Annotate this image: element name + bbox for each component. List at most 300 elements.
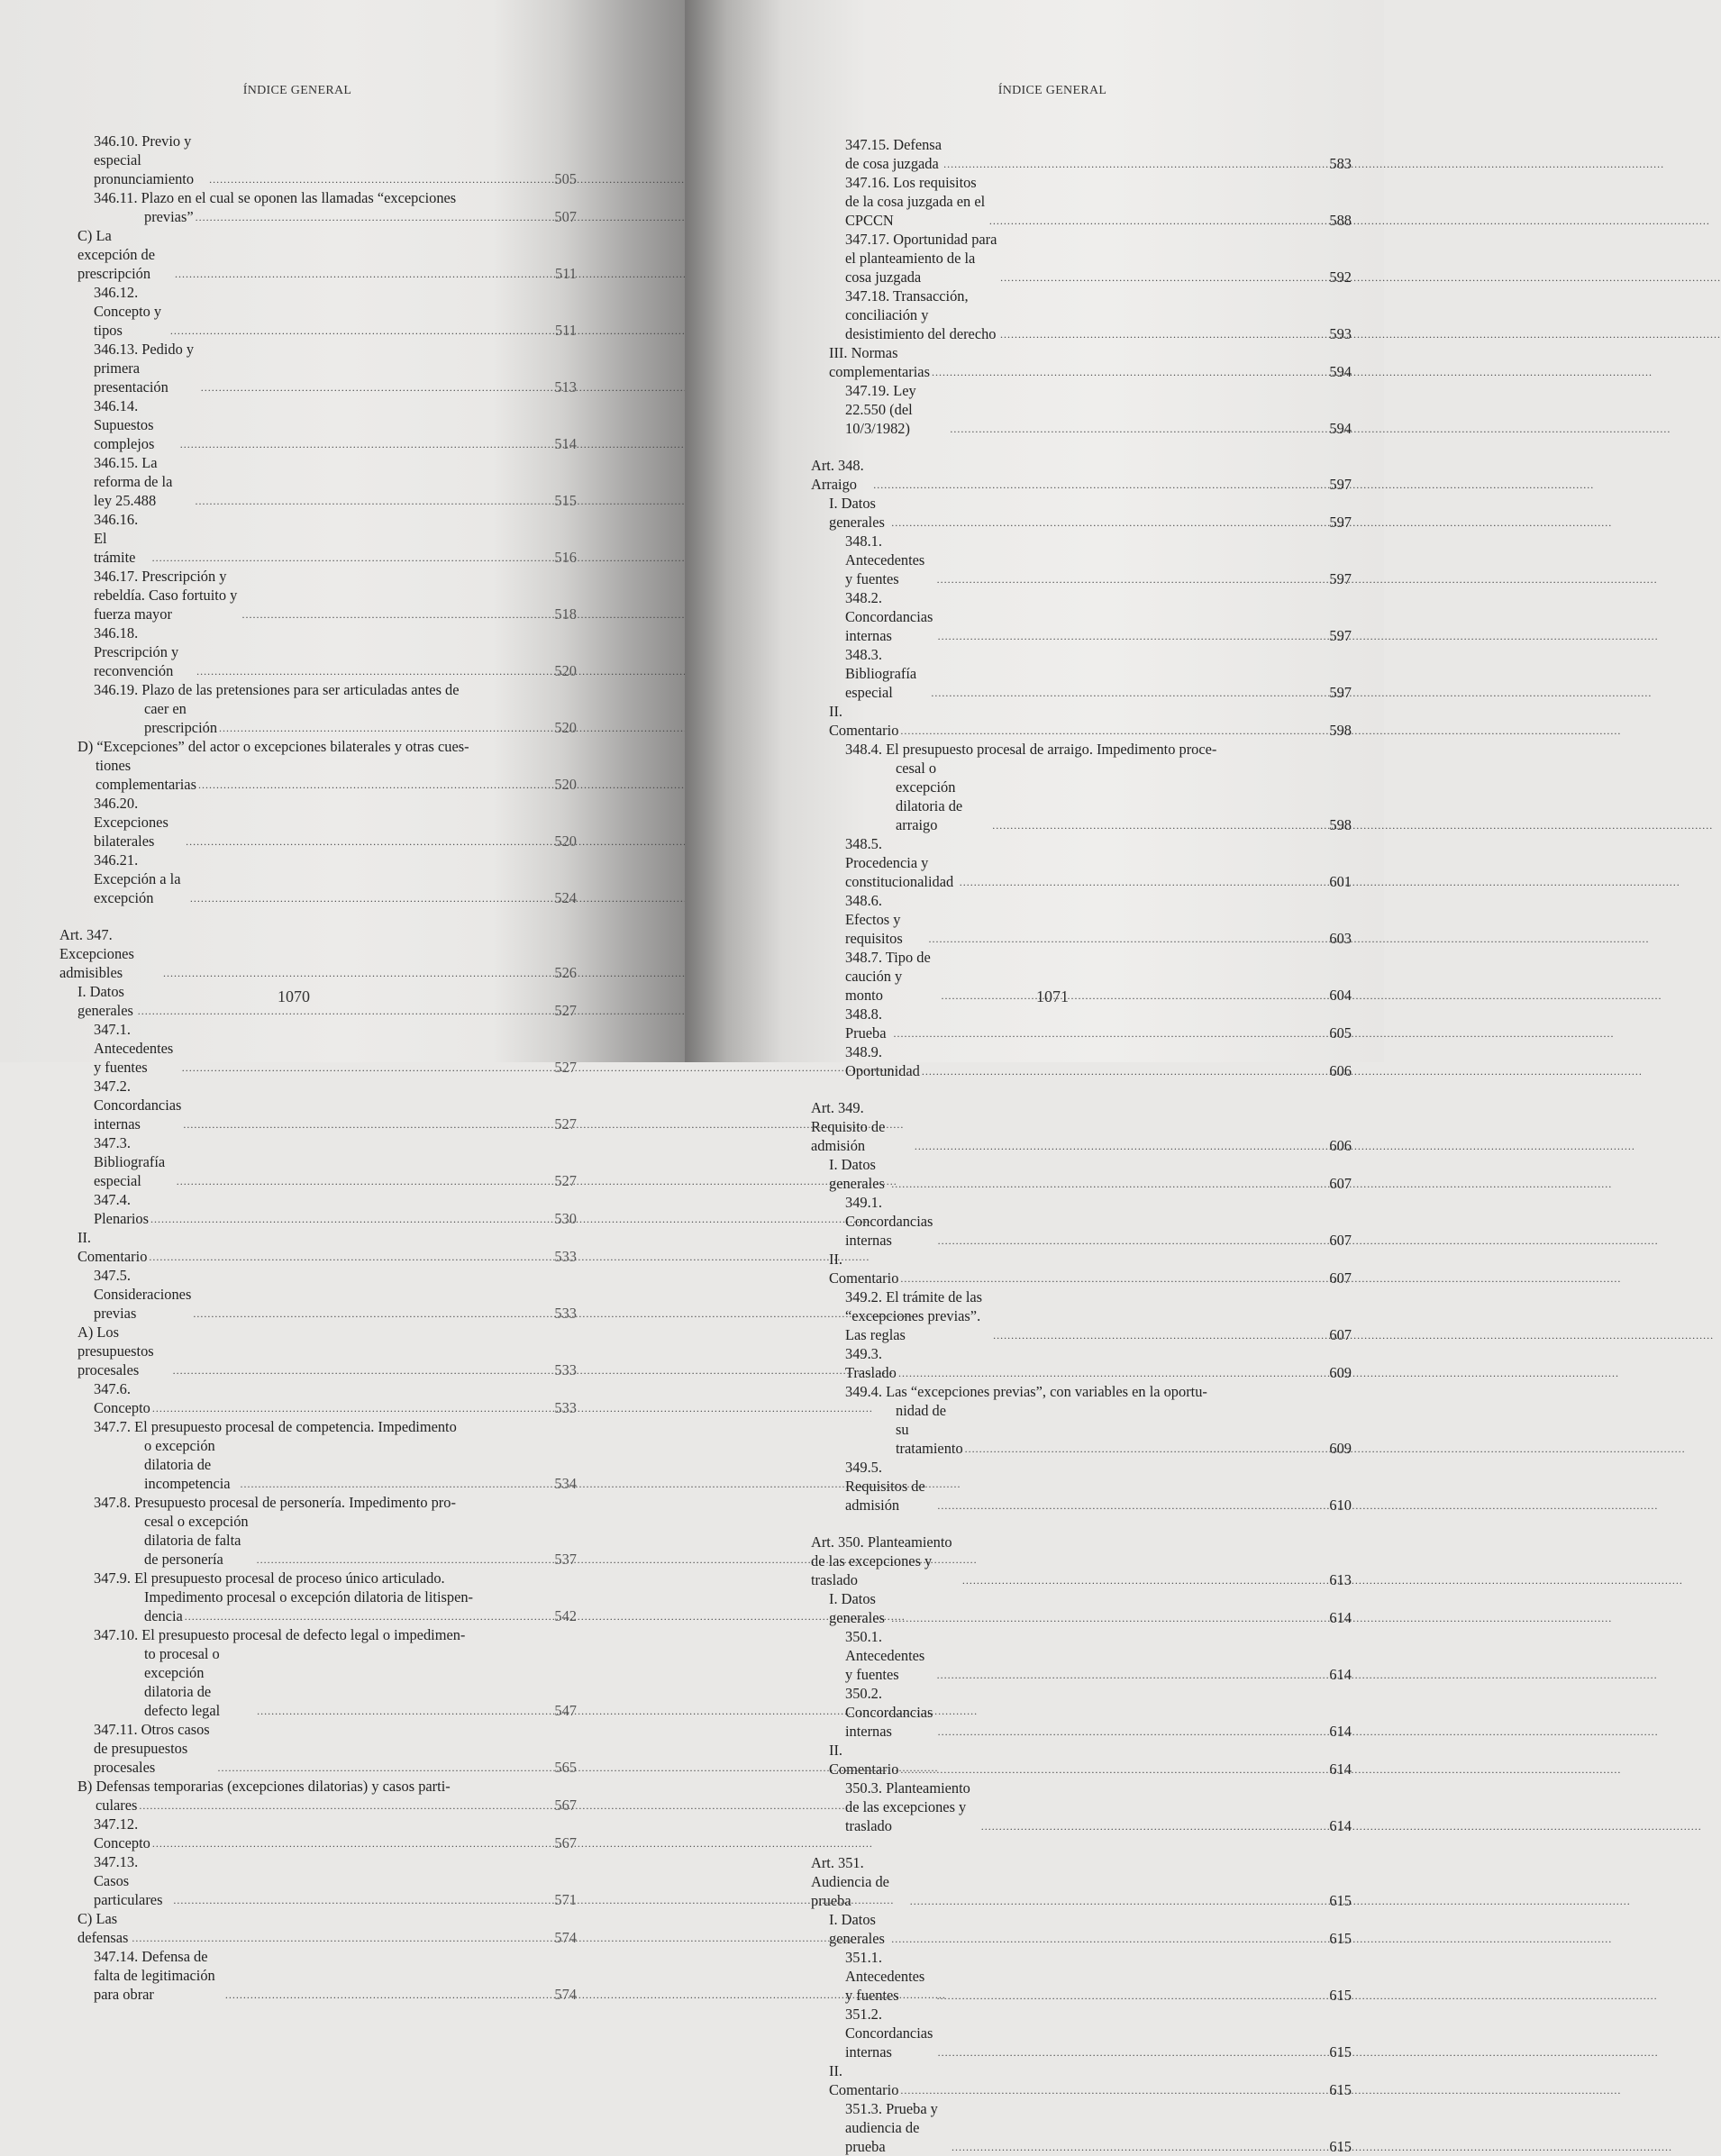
toc-entry-title: 346.15. La reforma de la ley 25.488	[94, 454, 173, 509]
toc-entry-title: 346.19. Plazo de las pretensiones para ser articuladas antes de	[94, 681, 460, 698]
toc-entry	[811, 1853, 1352, 1910]
toc-entry-page: 533	[554, 1248, 577, 1265]
toc-entry-title: 348.7. Tipo de caución y monto	[845, 949, 931, 1004]
toc-entry-page: 571	[554, 1891, 577, 1908]
dot-leader	[193, 1308, 533, 1319]
toc-entry-title: C) La excepción de prescripción	[77, 227, 156, 282]
toc-entry	[811, 2005, 1352, 2061]
dot-leader	[938, 1726, 1303, 1737]
toc-entry-page: 527	[554, 1002, 577, 1019]
toc-entry	[59, 1133, 577, 1190]
dot-leader	[937, 1669, 1303, 1680]
toc-entry-page: 567	[554, 1834, 577, 1851]
dot-leader	[201, 382, 533, 393]
toc-entry-page: 542	[554, 1607, 577, 1624]
toc-entry-title: 346.17. Prescripción y rebeldía. Caso fortuito y fuerza mayor	[94, 568, 238, 623]
toc-entry-title: 346.18. Prescripción y reconvención	[94, 624, 179, 679]
dot-leader	[209, 174, 533, 185]
toc-entry-page: 514	[554, 435, 577, 452]
toc-entry-title: 348.8. Prueba	[845, 1005, 887, 1042]
toc-entry	[59, 188, 577, 226]
dot-leader	[937, 1500, 1303, 1511]
toc-entry	[59, 982, 577, 1020]
toc-entry	[811, 740, 1352, 834]
toc-entry-page: 606	[1329, 1062, 1352, 1079]
left-page	[0, 0, 685, 2003]
toc-entry	[811, 494, 1352, 532]
toc-entry-title: to procesal o excepción dilatoria de defecto legal	[144, 1645, 221, 1719]
toc-entry	[811, 2099, 1352, 2156]
dot-leader	[950, 423, 1303, 434]
toc-entry	[811, 1627, 1352, 1684]
toc-list	[811, 135, 1352, 2156]
toc-entry-page: 603	[1329, 930, 1352, 947]
dot-leader	[929, 933, 1303, 944]
dot-leader	[932, 367, 1303, 378]
toc-entry	[811, 891, 1352, 948]
toc-entry	[59, 680, 577, 737]
dot-leader	[180, 439, 533, 450]
toc-entry-page: 610	[1329, 1496, 1352, 1514]
toc-entry-title: D) “Excepciones” del actor o excepciones bilaterales y otras cues-	[77, 738, 469, 755]
toc-entry	[811, 456, 1352, 494]
dot-leader	[132, 1933, 533, 1943]
toc-entry	[811, 645, 1352, 702]
dot-leader	[219, 723, 533, 733]
toc-entry-title: 347.7. El presupuesto procesal de competencia. Impedimento	[94, 1418, 457, 1435]
toc-entry-title: 347.13. Casos particulares	[94, 1853, 163, 1908]
toc-entry	[59, 1947, 577, 2004]
dot-leader	[152, 1838, 533, 1849]
toc-entry-title: 349.3. Traslado	[845, 1345, 897, 1381]
toc-entry-page: 604	[1329, 987, 1352, 1004]
toc-entry-page: 515	[554, 492, 577, 509]
toc-entry-title: 347.15. Defensa de cosa juzgada	[845, 136, 942, 172]
toc-entry-page: 607	[1329, 1269, 1352, 1287]
toc-entry-page: 574	[554, 1986, 577, 2003]
toc-entry-title: 348.4. El presupuesto procesal de arraigo. Impedimento proce-	[845, 741, 1217, 758]
toc-entry-page: 615	[1329, 2138, 1352, 2155]
toc-entry	[59, 1625, 577, 1720]
toc-entry	[59, 1077, 577, 1133]
toc-entry-page: 520	[554, 662, 577, 679]
toc-entry	[811, 1910, 1352, 1948]
toc-entry	[59, 794, 577, 851]
toc-entry	[59, 1323, 577, 1379]
toc-entry-page: 592	[1329, 268, 1352, 286]
toc-entry	[59, 132, 577, 188]
toc-entry-title: 347.2. Concordancias internas	[94, 1078, 182, 1133]
toc-entry-page: 533	[554, 1305, 577, 1322]
toc-entry	[811, 343, 1352, 381]
toc-entry	[811, 1684, 1352, 1741]
dot-leader	[922, 1066, 1303, 1077]
toc-entry-title: I. Datos generales	[829, 495, 885, 531]
dot-leader	[938, 1235, 1303, 1246]
dot-leader	[183, 1119, 533, 1130]
toc-entry-title: 350.1. Antecedentes y fuentes	[845, 1628, 925, 1683]
toc-entry-page: 614	[1329, 1666, 1352, 1683]
toc-entry-title: C) Las defensas	[77, 1910, 129, 1946]
toc-entry-title: III. Normas complementarias	[829, 344, 930, 380]
toc-entry-title: 349.5. Requisitos de admisión	[845, 1459, 925, 1514]
toc-entry-page: 605	[1329, 1024, 1352, 1042]
toc-entry-page: 598	[1329, 816, 1352, 833]
toc-entry-page: 520	[554, 719, 577, 736]
toc-entry	[811, 1042, 1352, 1080]
toc-entry-title: 347.11. Otros casos de presupuestos procesales	[94, 1721, 210, 1776]
dot-leader	[196, 212, 533, 223]
dot-leader	[962, 1575, 1303, 1586]
toc-entry-page: 614	[1329, 1723, 1352, 1740]
dot-leader	[198, 779, 533, 790]
toc-entry-title: 349.2. El trámite de las “excepciones previas”. Las reglas	[845, 1288, 983, 1343]
dot-leader	[965, 1443, 1303, 1454]
toc-entry-page: 511	[555, 322, 577, 339]
toc-entry-page: 520	[554, 832, 577, 850]
toc-entry-title: 347.18. Transacción, conciliación y desistimiento del derecho	[845, 287, 997, 342]
dot-leader	[900, 2085, 1303, 2096]
toc-entry-page: 511	[555, 265, 577, 282]
toc-entry-page: 594	[1329, 420, 1352, 437]
dot-leader	[891, 517, 1303, 528]
toc-entry-title: 346.10. Previo y especial pronunciamiento	[94, 132, 195, 187]
toc-entry-page: 609	[1329, 1440, 1352, 1457]
toc-entry-title: 346.12. Concepto y tipos	[94, 284, 162, 339]
toc-entry	[59, 623, 577, 680]
toc-entry-page: 533	[554, 1361, 577, 1378]
dot-leader	[891, 1933, 1303, 1944]
toc-entry-page: 598	[1329, 722, 1352, 739]
toc-entry-page: 527	[554, 1115, 577, 1133]
toc-entry-title: Art. 351. Audiencia de prueba	[811, 1854, 889, 1909]
dot-leader	[138, 1005, 533, 1016]
toc-entry-title: Art. 350. Planteamiento de las excepciones y traslado	[811, 1533, 952, 1588]
toc-entry-page: 520	[554, 776, 577, 793]
dot-leader	[1000, 329, 1303, 340]
toc-entry-title: cesal o excepción dilatoria de arraigo	[896, 760, 963, 833]
toc-entry-page: 597	[1329, 514, 1352, 531]
toc-entry	[59, 1379, 577, 1417]
toc-entry-title: 348.9. Oportunidad	[845, 1043, 920, 1079]
toc-entry-title: 346.21. Excepción a la excepción	[94, 851, 181, 906]
toc-entry-page: 615	[1329, 1930, 1352, 1947]
toc-entry-title: 348.5. Procedencia y constitucionalidad	[845, 835, 954, 890]
toc-entry	[811, 1778, 1352, 1835]
toc-entry-title: previas”	[144, 208, 194, 225]
toc-entry-page: 609	[1329, 1364, 1352, 1381]
toc-entry-title: II. Comentario	[829, 2062, 899, 2098]
dot-leader	[943, 159, 1303, 169]
toc-entry-title: 351.3. Prueba y audiencia de prueba	[845, 2100, 938, 2155]
toc-entry-title: 346.13. Pedido y primera presentación	[94, 341, 195, 396]
dot-leader	[242, 609, 533, 620]
dot-leader	[938, 631, 1303, 641]
toc-entry	[811, 834, 1352, 891]
toc-entry-title: nidad de su tratamiento	[896, 1402, 963, 1457]
toc-entry	[811, 381, 1352, 438]
toc-entry	[811, 1741, 1352, 1778]
toc-entry-title: 347.19. Ley 22.550 (del 10/3/1982)	[845, 382, 916, 437]
toc-entry-page: 530	[554, 1210, 577, 1227]
toc-entry	[811, 1098, 1352, 1155]
dot-leader	[938, 2047, 1303, 2058]
toc-entry-page: 524	[554, 889, 577, 906]
toc-entry	[811, 702, 1352, 740]
toc-entry-page: 601	[1329, 873, 1352, 890]
dot-leader	[240, 1478, 533, 1489]
toc-entry	[59, 1909, 577, 1947]
dot-leader	[152, 552, 533, 563]
toc-entry	[811, 1458, 1352, 1515]
toc-entry	[59, 1228, 577, 1266]
toc-entry-title: 349.4. Las “excepciones previas”, con variables en la oportu-	[845, 1383, 1207, 1400]
toc-entry-title: caer en prescripción	[144, 700, 218, 736]
toc-entry	[59, 396, 577, 453]
toc-entry-title: I. Datos generales	[829, 1911, 885, 1947]
toc-entry-page: 614	[1329, 1817, 1352, 1834]
toc-entry-page: 607	[1329, 1175, 1352, 1192]
toc-entry-title: 347.4. Plenarios	[94, 1191, 150, 1227]
toc-entry-page: 597	[1329, 476, 1352, 493]
toc-entry-title: dencia	[144, 1607, 183, 1624]
toc-entry-page: 594	[1329, 363, 1352, 380]
toc-entry-title: 347.5. Consideraciones previas	[94, 1267, 192, 1322]
running-head: ÍNDICE GENERAL	[997, 84, 1107, 97]
toc-entry-title: I. Datos generales	[829, 1590, 885, 1626]
dot-leader	[898, 1368, 1303, 1378]
toc-entry-page: 574	[554, 1929, 577, 1946]
toc-entry-page: 516	[554, 549, 577, 566]
toc-entry	[59, 1020, 577, 1077]
dot-leader	[910, 1896, 1303, 1906]
toc-entry	[811, 135, 1352, 173]
toc-entry	[59, 510, 577, 567]
toc-entry-page: 615	[1329, 2043, 1352, 2060]
dot-leader	[139, 1800, 533, 1811]
toc-entry-title: cesal o excepción dilatoria de falta de personería	[144, 1513, 249, 1568]
toc-entry-title: B) Defensas temporarias (excepciones dilatorias) y casos parti-	[77, 1778, 451, 1795]
toc-entry	[59, 851, 577, 907]
toc-entry-page: 615	[1329, 2081, 1352, 2098]
toc-entry	[59, 453, 577, 510]
toc-entry	[59, 226, 577, 283]
toc-entry	[811, 2061, 1352, 2099]
toc-entry	[59, 925, 577, 982]
dot-leader	[173, 1895, 533, 1906]
toc-entry-title: 347.3. Bibliografía especial	[94, 1134, 166, 1189]
toc-entry-title: 350.3. Planteamiento de las excepciones y traslado	[845, 1779, 970, 1834]
toc-entry-page: 615	[1329, 1892, 1352, 1909]
dot-leader	[175, 268, 533, 279]
toc-entry-title: II. Comentario	[829, 1251, 899, 1287]
running-head: ÍNDICE GENERAL	[242, 84, 352, 97]
dot-leader	[931, 687, 1303, 698]
toc-entry-page: 533	[554, 1399, 577, 1416]
toc-entry	[811, 1155, 1352, 1193]
toc-entry-page: 597	[1329, 570, 1352, 587]
toc-entry-page: 527	[554, 1172, 577, 1189]
toc-entry-title: 350.2. Concordancias internas	[845, 1685, 933, 1740]
toc-entry-title: 347.17. Oportunidad para el planteamiento de la cosa juzgada	[845, 231, 997, 286]
dot-leader	[992, 820, 1303, 831]
dot-leader	[177, 1176, 533, 1187]
toc-entry-title: 348.1. Antecedentes y fuentes	[845, 532, 925, 587]
toc-entry-title: tiones complementarias	[96, 757, 196, 793]
toc-entry	[59, 1493, 577, 1569]
toc-entry	[811, 287, 1352, 343]
dot-leader	[150, 1214, 533, 1224]
right-page	[685, 0, 1384, 2155]
toc-entry-page: 537	[554, 1551, 577, 1568]
dot-leader	[937, 1990, 1303, 2001]
toc-entry-page: 583	[1329, 155, 1352, 172]
toc-entry	[811, 1250, 1352, 1287]
dot-leader	[185, 1611, 533, 1622]
toc-entry-title: II. Comentario	[829, 703, 899, 739]
dot-leader	[952, 2142, 1303, 2152]
dot-leader	[981, 1821, 1303, 1832]
toc-entry	[811, 1005, 1352, 1042]
toc-entry-page: 513	[554, 378, 577, 396]
dot-leader	[186, 836, 533, 847]
dot-leader	[1000, 272, 1303, 283]
toc-entry-title: 346.20. Excepciones bilaterales	[94, 795, 168, 850]
toc-entry-title: culares	[96, 1797, 138, 1814]
toc-entry-page: 588	[1329, 212, 1352, 229]
toc-entry-page: 613	[1329, 1571, 1352, 1588]
toc-entry	[59, 1266, 577, 1323]
toc-entry-title: A) Los presupuestos procesales	[77, 1324, 154, 1378]
toc-entry	[59, 1569, 577, 1625]
dot-leader	[257, 1554, 533, 1565]
toc-entry-page: 565	[554, 1759, 577, 1776]
toc-entry-title: II. Comentario	[829, 1742, 899, 1778]
toc-entry-page: 507	[554, 208, 577, 225]
toc-entry-title: 348.6. Efectos y requisitos	[845, 892, 903, 947]
dot-leader	[900, 1764, 1303, 1775]
toc-entry	[59, 1815, 577, 1852]
toc-entry-page: 526	[554, 964, 577, 981]
toc-entry	[811, 1382, 1352, 1458]
toc-entry-page: 505	[554, 170, 577, 187]
toc-entry-title: 347.10. El presupuesto procesal de defecto legal o impedimen-	[94, 1626, 466, 1643]
dot-leader	[893, 1028, 1303, 1039]
dot-leader	[195, 496, 533, 506]
toc-entry-title: 348.2. Concordancias internas	[845, 589, 933, 644]
toc-entry-page: 547	[554, 1702, 577, 1719]
toc-entry-page: 518	[554, 605, 577, 623]
toc-entry-title: Art. 347. Excepciones admisibles	[59, 926, 134, 981]
toc-entry-page: 534	[554, 1475, 577, 1492]
toc-entry	[59, 283, 577, 340]
toc-entry-title: 346.11. Plazo en el cual se oponen las llamadas “excepciones	[94, 189, 457, 206]
toc-entry	[811, 532, 1352, 588]
toc-entry	[811, 1344, 1352, 1382]
toc-entry	[811, 1287, 1352, 1344]
toc-list	[59, 132, 577, 2004]
toc-entry	[59, 1777, 577, 1815]
toc-entry	[59, 1852, 577, 1909]
toc-entry-title: 347.14. Defensa de falta de legitimación para obrar	[94, 1948, 215, 2003]
toc-entry-page: 614	[1329, 1760, 1352, 1778]
toc-entry	[59, 1720, 577, 1777]
toc-entry	[811, 1948, 1352, 2005]
toc-entry-page: 593	[1329, 325, 1352, 342]
page-number: 1070	[278, 987, 310, 1005]
dot-leader	[993, 1330, 1303, 1341]
toc-entry-title: 347.16. Los requisitos de la cosa juzgada en el CPCCN	[845, 174, 986, 229]
dot-leader	[900, 725, 1303, 736]
toc-entry-title: 347.9. El presupuesto procesal de proceso único articulado.	[94, 1569, 445, 1587]
toc-entry	[59, 737, 577, 794]
dot-leader	[257, 1706, 533, 1716]
dot-leader	[196, 666, 533, 677]
dot-leader	[149, 1251, 533, 1262]
toc-entry-title: 351.2. Concordancias internas	[845, 2006, 933, 2060]
toc-entry	[811, 948, 1352, 1005]
toc-entry	[59, 340, 577, 396]
dot-leader	[891, 1613, 1303, 1624]
dot-leader	[941, 990, 1303, 1001]
toc-entry-page: 607	[1329, 1232, 1352, 1249]
toc-entry-page: 527	[554, 1059, 577, 1076]
toc-entry-title: 348.3. Bibliografía especial	[845, 646, 917, 701]
toc-entry-title: 347.1. Antecedentes y fuentes	[94, 1021, 174, 1076]
page-number: 1071	[1036, 987, 1069, 1005]
toc-entry-title: II. Comentario	[77, 1229, 148, 1265]
toc-entry	[811, 1533, 1352, 1589]
toc-entry	[811, 1193, 1352, 1250]
toc-entry-title: 346.14. Supuestos complejos	[94, 397, 155, 452]
toc-entry-title: 347.8. Presupuesto procesal de personería. Impedimento pro-	[94, 1494, 456, 1511]
toc-entry-title: 346.16. El trámite	[94, 511, 139, 566]
toc-entry	[59, 1190, 577, 1228]
toc-entry-page: 607	[1329, 1326, 1352, 1343]
toc-entry-title: I. Datos generales	[77, 983, 133, 1019]
toc-entry-title: Art. 349. Requisito de admisión	[811, 1099, 886, 1154]
toc-entry	[59, 1417, 577, 1493]
dot-leader	[891, 1178, 1303, 1189]
toc-entry-title: 349.1. Concordancias internas	[845, 1194, 933, 1249]
dot-leader	[960, 877, 1303, 887]
toc-entry-title: 347.6. Concepto	[94, 1380, 150, 1416]
dot-leader	[900, 1273, 1303, 1284]
dot-leader	[190, 893, 533, 904]
toc-entry-title: Impedimento procesal o excepción dilatoria de litispen-	[144, 1588, 474, 1606]
toc-entry	[811, 1589, 1352, 1627]
dot-leader	[873, 479, 1303, 490]
dot-leader	[915, 1141, 1303, 1151]
toc-entry-page: 615	[1329, 1987, 1352, 2004]
toc-entry-title: I. Datos generales	[829, 1156, 885, 1192]
toc-entry	[811, 173, 1352, 230]
dot-leader	[182, 1062, 533, 1073]
toc-entry-page: 567	[554, 1797, 577, 1814]
toc-entry	[811, 230, 1352, 287]
dot-leader	[170, 325, 533, 336]
toc-entry-title: 351.1. Antecedentes y fuentes	[845, 1949, 925, 2004]
dot-leader	[163, 968, 533, 978]
dot-leader	[225, 1989, 533, 2000]
toc-entry	[811, 588, 1352, 645]
dot-leader	[218, 1762, 533, 1773]
toc-entry-title: Art. 348. Arraigo	[811, 457, 864, 493]
toc-entry-page: 606	[1329, 1137, 1352, 1154]
toc-entry-page: 614	[1329, 1609, 1352, 1626]
dot-leader	[173, 1365, 533, 1376]
toc-entry-page: 597	[1329, 627, 1352, 644]
